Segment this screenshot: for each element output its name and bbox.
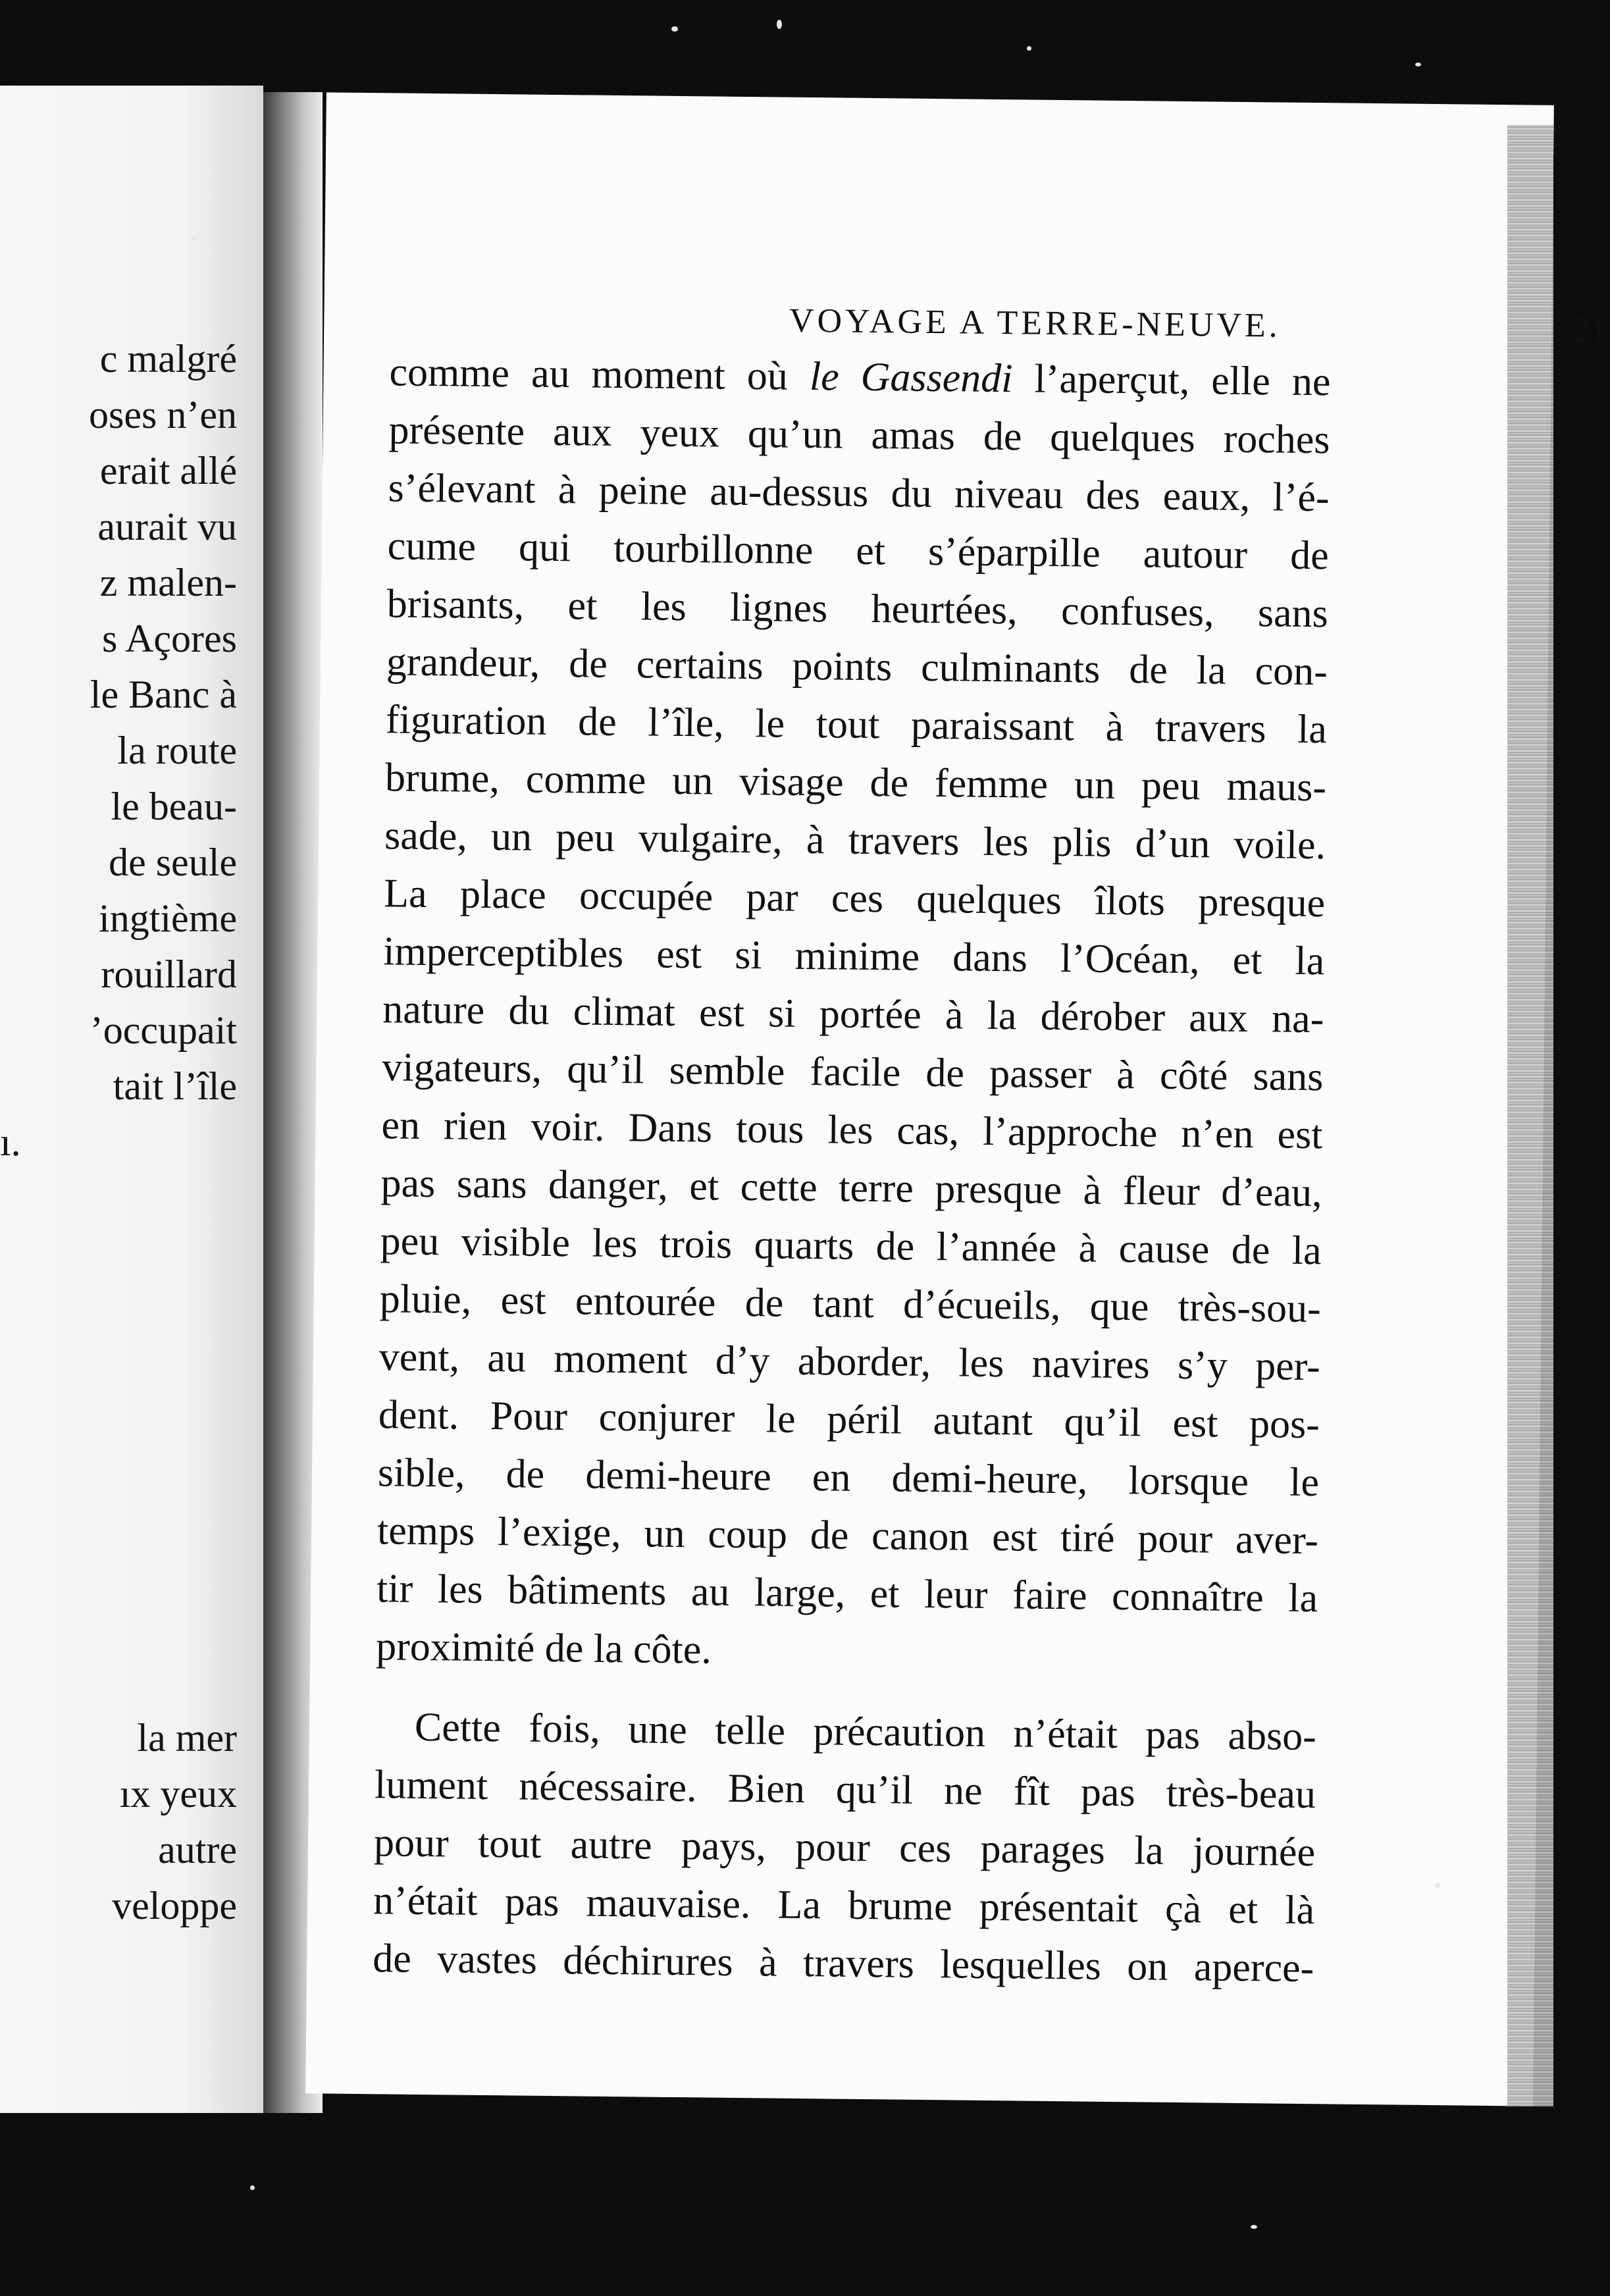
text-line: en rien voir. Dans tous les cas, l’approche n’en est bbox=[381, 1103, 1323, 1158]
scan-speck bbox=[250, 2185, 255, 2190]
scan-speck bbox=[191, 237, 195, 241]
text-line: La place occupée par ces quelques îlots presque bbox=[383, 871, 1326, 926]
text-line: pluie, est entourée de tant d’écueils, que très-sou- bbox=[379, 1276, 1322, 1332]
left-page-line: z malen- bbox=[99, 561, 237, 604]
text-line: figuration de l’île, le tout paraissant à travers la bbox=[385, 697, 1328, 752]
left-page-fragment bbox=[0, 86, 263, 2113]
left-page-line: le beau- bbox=[111, 785, 237, 828]
text-line: vent, au moment d’y aborder, les navires s’y per- bbox=[378, 1334, 1321, 1390]
text-line: grandeur, de certains points culminants de la con- bbox=[386, 639, 1328, 694]
page-stack-edge bbox=[1507, 125, 1553, 2106]
running-title: VOYAGE A TERRE-NEUVE. bbox=[789, 301, 1282, 345]
text-line: dent. Pour conjurer le péril autant qu’il est pos- bbox=[378, 1392, 1320, 1448]
text-line: sible, de demi-heure en demi-heure, lorsque le bbox=[377, 1450, 1320, 1505]
scan-speck bbox=[1435, 1883, 1440, 1888]
left-page-line: oses n’en bbox=[89, 393, 237, 436]
left-page-line: c malgré bbox=[99, 337, 237, 380]
right-page bbox=[305, 92, 1608, 2106]
text-line: pour tout autre pays, pour ces parages la journée bbox=[373, 1820, 1316, 1875]
left-page-line: de seule bbox=[109, 841, 237, 884]
text-line: vigateurs, qu’il semble facile de passer à côté sans bbox=[382, 1045, 1324, 1100]
scan-speck bbox=[1027, 46, 1031, 51]
text-line: lument nécessaire. Bien qu’il ne fît pas très-beau bbox=[374, 1762, 1316, 1817]
paragraph-start-line: Cette fois, une telle précaution n’était pas abso- bbox=[414, 1704, 1317, 1760]
text-line: nature du climat est si portée à la dérober aux na- bbox=[382, 987, 1324, 1042]
left-page-line: aurait vu bbox=[97, 505, 237, 548]
scan-speck bbox=[1415, 63, 1421, 66]
body-text bbox=[373, 343, 1331, 1997]
left-page-line: ı. bbox=[0, 1120, 21, 1164]
scan-speck bbox=[1251, 2225, 1257, 2229]
text-line: comme au moment où le Gassendi l’aperçut, elle ne bbox=[389, 350, 1331, 405]
text-line: temps l’exige, un coup de canon est tiré pour aver- bbox=[377, 1508, 1319, 1563]
text-line: imperceptibles est si minime dans l’Océan, et la bbox=[382, 929, 1325, 984]
text-line: brume, comme un visage de femme un peu maus- bbox=[384, 755, 1327, 810]
page-number: 21 bbox=[1571, 309, 1608, 350]
text-line: peu visible les trois quarts de l’année à cause de la bbox=[380, 1218, 1322, 1274]
ship-name: le Gassendi bbox=[809, 354, 1013, 402]
left-page-line: s Açores bbox=[102, 617, 237, 660]
scan-speck bbox=[777, 20, 782, 29]
text-line: s’élevant à peine au-dessus du niveau des eaux, l’é- bbox=[388, 465, 1330, 521]
scan-speck bbox=[671, 26, 678, 32]
text-line: brisants, et les lignes heurtées, confuses, sans bbox=[386, 581, 1329, 637]
left-page-line: ingtième bbox=[99, 897, 237, 940]
left-page-line: le Banc à bbox=[90, 673, 237, 716]
text-line: sade, un peu vulgaire, à travers les plis d’un voile. bbox=[384, 813, 1326, 868]
left-page-line: rouillard bbox=[101, 952, 237, 996]
text-line: tir les bâtiments au large, et leur faire connaître la bbox=[376, 1566, 1318, 1621]
text-line: n’était pas mauvaise. La brume présentait çà et là bbox=[373, 1878, 1315, 1933]
left-page-line: la route bbox=[117, 729, 237, 772]
left-page-line: autre bbox=[158, 1828, 237, 1871]
text-line: pas sans danger, et cette terre presque à fleur d’eau, bbox=[380, 1161, 1322, 1216]
left-page-line: erait allé bbox=[99, 449, 237, 492]
left-page-line: ’occupait bbox=[90, 1008, 237, 1052]
left-page-line: veloppe bbox=[112, 1884, 237, 1927]
text-line: de vastes déchirures à travers lesquelles on aperce- bbox=[372, 1936, 1314, 1991]
text-line: présente aux yeux qu’un amas de quelques roches bbox=[388, 407, 1330, 463]
text-line: cume qui tourbillonne et s’éparpille autour de bbox=[387, 523, 1330, 579]
left-page-line: ıx yeux bbox=[119, 1772, 237, 1815]
left-page-line: tait l’île bbox=[113, 1064, 237, 1108]
left-page-line: la mer bbox=[137, 1716, 237, 1760]
paragraph-end-line: proximité de la côte. bbox=[375, 1624, 712, 1673]
